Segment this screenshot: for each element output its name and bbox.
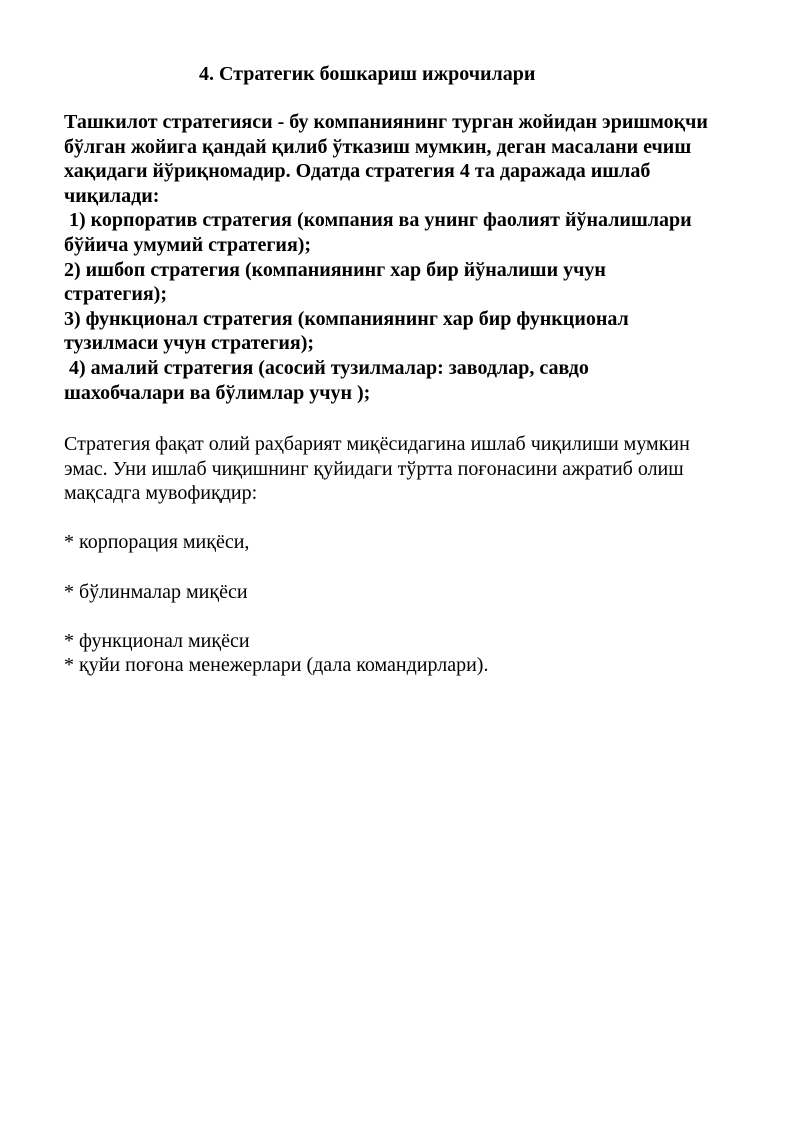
list-item: * бўлинмалар миқёси	[64, 580, 248, 603]
strategy-levels-block	[64, 432, 776, 678]
list-item-operational: 4) амалий стратегия (асосий тузилмалар: заводлар, савдо	[64, 356, 589, 379]
spacer	[64, 604, 776, 629]
text-line: бўйича умумий стратегия);	[64, 233, 312, 256]
list-item: * корпорация миқёси,	[64, 531, 250, 554]
strategy-definition-block	[64, 110, 776, 405]
list-item-corporate: 1) корпоратив стратегия (компания ва унинг фаолият йўналишлари	[64, 209, 692, 232]
text-line: мақсадга мувофиқдир:	[64, 482, 258, 505]
text-line: эмас. Уни ишлаб чиқишнинг қуйидаги тўртта поғонасини ажратиб олиш	[64, 457, 684, 480]
text-line: тузилмаси учун стратегия);	[64, 332, 315, 355]
section-heading: 4. Стратегик бошкариш ижрочилари	[199, 63, 536, 85]
text-line: чиқилади:	[64, 184, 160, 207]
list-item-functional: 3) функционал стратегия (компаниянинг хар бир функционал	[64, 307, 629, 330]
text-line: Ташкилот стратегияси - бу компаниянинг турган жойидан эришмоқчи	[64, 111, 708, 133]
list-item: * функционал миқёси	[64, 629, 250, 652]
text-line: бўлган жойига қандай қилиб ўтказиш мумкин, деган масалани ечиш	[64, 135, 692, 158]
spacer	[64, 555, 776, 580]
text-line: шахобчалари ва бўлимлар учун );	[64, 381, 371, 404]
list-item-business: 2) ишбоп стратегия (компаниянинг хар бир йўналиши учун	[64, 258, 606, 281]
text-line: Стратегия фақат олий раҳбарият миқёсидагина ишлаб чиқилиши мумкин	[64, 433, 690, 455]
text-line: стратегия);	[64, 283, 167, 306]
text-line: хақидаги йўриқномадир. Одатда стратегия 4 та даражада ишлаб	[64, 160, 651, 183]
list-item: * қуйи поғона менежерлари (дала командирлари).	[64, 654, 489, 677]
spacer	[64, 506, 776, 531]
